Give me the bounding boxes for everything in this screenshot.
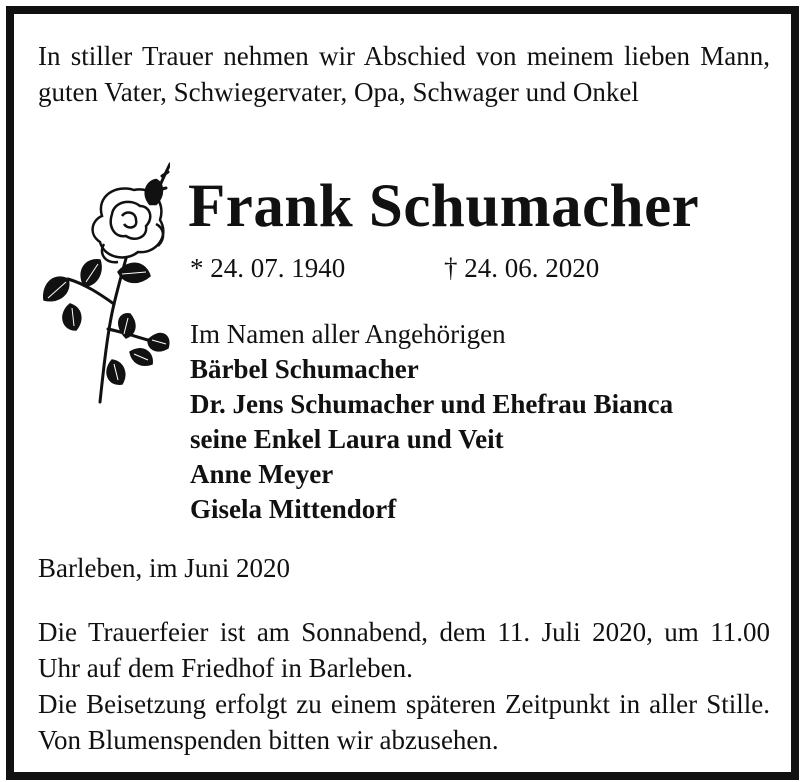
- mourners-lead: Im Namen aller Angehörigen: [190, 319, 506, 349]
- rose-icon: [30, 154, 170, 406]
- deceased-name: Frank Schumacher: [188, 173, 700, 240]
- place-date: Barleben, im Juni 2020: [38, 553, 290, 583]
- life-dates: [190, 250, 600, 286]
- mourner-name: Gisela Mittendorf: [190, 494, 397, 524]
- mourner-name: Dr. Jens Schumacher und Ehefrau Bianca: [190, 389, 674, 419]
- mourners-list: [190, 317, 673, 527]
- intro-text: In stiller Trauer nehmen wir Abschied von meinem lieben Mann, guten Vater, Schwiegervater, Opa, Schwager und Onkel: [38, 41, 770, 107]
- burial-text: Die Beisetzung erfolgt zu einem späteren Zeitpunkt in aller Stille. Von Blumenspenden bitten wir abzusehen.: [38, 689, 770, 755]
- obituary-notice: [6, 6, 799, 780]
- birth-date: * 24. 07. 1940: [190, 253, 346, 283]
- funeral-info: [38, 614, 770, 758]
- mourner-name: Bärbel Schumacher: [190, 354, 419, 384]
- mourner-name: seine Enkel Laura und Veit: [190, 424, 504, 454]
- mourner-name: Anne Meyer: [190, 459, 334, 489]
- funeral-service-text: Die Trauerfeier ist am Sonnabend, dem 11. Juli 2020, um 11.00 Uhr auf dem Friedhof in Barleben.: [38, 617, 770, 683]
- death-date: † 24. 06. 2020: [444, 253, 600, 283]
